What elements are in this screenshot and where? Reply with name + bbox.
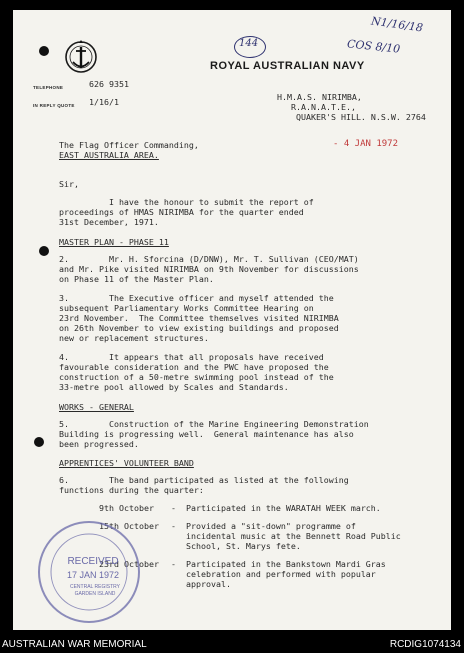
paragraph-3-line: 23rd November. The Committee themselves visited NIRIMBA [59, 313, 339, 323]
section-heading-master-plan: MASTER PLAN - PHASE 11 [59, 237, 169, 247]
event-date: 23rd October [99, 559, 159, 569]
received-stamp [33, 518, 145, 626]
paragraph-2-line: and Mr. Pike visited NIRIMBA on 9th November for discussions [59, 264, 359, 274]
paragraph-4-line: 4. It appears that all proposals have received [59, 352, 324, 362]
paragraph-6-line: 6. The band participated as listed at the following [59, 475, 349, 485]
event-description: celebration and performed with popular [171, 569, 376, 579]
event-description: - Participated in the Bankstown Mardi Gras [171, 559, 386, 569]
navy-crest-logo [61, 40, 101, 78]
addressee-line-1: The Flag Officer Commanding, [59, 140, 199, 150]
address-line-3: QUAKER'S HILL. N.S.W. 2764 [296, 112, 426, 122]
organisation-name: ROYAL AUSTRALIAN NAVY [210, 60, 365, 72]
paragraph-3-line: new or replacement structures. [59, 333, 209, 343]
intro-line: 31st December, 1971. [59, 217, 159, 227]
date-stamp: - 4 JAN 1972 [333, 139, 399, 149]
event-description: School, St. Marys fete. [171, 541, 301, 551]
footer-institution: AUSTRALIAN WAR MEMORIAL [2, 639, 147, 650]
event-description: - Provided a "sit-down" programme of [171, 521, 356, 531]
addressee-line-2: EAST AUSTRALIA AREA. [59, 150, 159, 160]
reply-reference: 1/16/1 [89, 97, 119, 107]
event-description: - Participated in the WARATAH WEEK march. [171, 503, 381, 513]
address-line-1: H.M.A.S. NIRIMBA, [277, 92, 362, 102]
intro-line: proceedings of HMAS NIRIMBA for the quarter ended [59, 207, 304, 217]
event-date: 9th October [99, 503, 154, 513]
received-word: RECEIVED [67, 556, 119, 567]
section-heading-band: APPRENTICES' VOLUNTEER BAND [59, 458, 194, 468]
paragraph-5-line: been progressed. [59, 439, 139, 449]
intro-line: I have the honour to submit the report of [59, 197, 314, 207]
paragraph-3-line: on 26th November to view existing buildings and proposed [59, 323, 339, 333]
received-line: GARDEN ISLAND [74, 591, 116, 597]
received-date: 17 JAN 1972 [66, 570, 120, 580]
handwritten-cos-ref: COS 8/10 [346, 37, 401, 56]
handwritten-file-ref: N1/16/18 [370, 14, 424, 35]
paragraph-4-line: favourable consideration and the PWC have proposed the [59, 362, 329, 372]
received-line: CENTRAL REGISTRY [69, 584, 121, 590]
event-description: incidental music at the Bennett Road Public [171, 531, 401, 541]
paragraph-5-line: 5. Construction of the Marine Engineering Demonstration [59, 419, 369, 429]
paragraph-3-line: 3. The Executive officer and myself attended the [59, 293, 334, 303]
paragraph-3-line: subsequent Parliamentary Works Committee Hearing on [59, 303, 314, 313]
reply-quote-label: IN REPLY QUOTE [33, 103, 75, 108]
paragraph-5-line: Building is progressing well. General maintenance has also [59, 429, 354, 439]
telephone-number: 626 9351 [89, 79, 129, 89]
document-page [13, 10, 451, 630]
footer-record-id: RCDIG1074134 [389, 639, 461, 650]
paragraph-2-line: 2. Mr. H. Sforcina (D/DNW), Mr. T. Sullivan (CEO/MAT) [59, 254, 359, 264]
address-line-2: R.A.N.A.T.E., [291, 102, 356, 112]
paragraph-4-line: construction of a 50-metre swimming pool instead of the [59, 372, 334, 382]
punch-hole [39, 46, 49, 56]
paragraph-2-line: on Phase 11 of the Master Plan. [59, 274, 214, 284]
punch-hole [39, 246, 49, 256]
event-date: 15th October [99, 521, 159, 531]
archive-footer [0, 637, 464, 653]
punch-hole [34, 437, 44, 447]
paragraph-4-line: 33-metre pool allowed by Scales and Standards. [59, 382, 289, 392]
paragraph-6-line: functions during the quarter: [59, 485, 204, 495]
salutation: Sir, [59, 179, 79, 189]
telephone-label: TELEPHONE [33, 85, 64, 90]
event-description: approval. [171, 579, 231, 589]
handwritten-circled-number: 144 [239, 38, 259, 49]
section-heading-works: WORKS - GENERAL [59, 402, 134, 412]
